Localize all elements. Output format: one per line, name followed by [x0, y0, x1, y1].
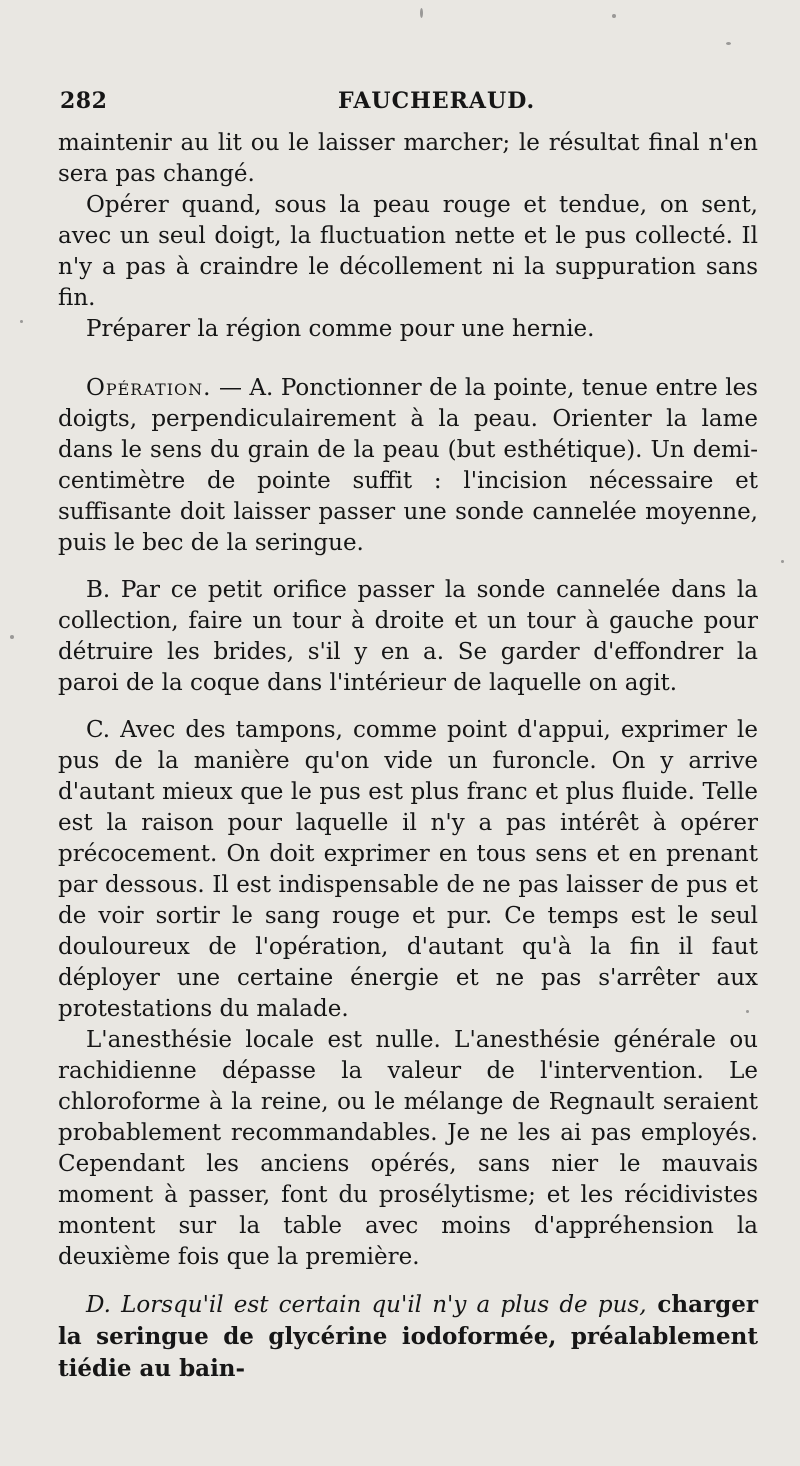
operation-text: — A. Ponctionner de la pointe, tenue entre les doigts, perpendiculairement à la peau. Orienter la lame dans le sens du grain de la peau (but esthétique). Un demi-centimètre de pointe suffit : l'incision nécessaire et suffisante doit laisser passer une sonde cannelée moyenne, puis le bec de la seringue. — [58, 375, 758, 556]
paragraph-d-text: charger la seringue de glycérine iodoformée, préalablement tiédie au bain- — [58, 1291, 758, 1382]
paragraph-1: maintenir au lit ou le laisser marcher; le résultat final n'en sera pas changé. — [58, 130, 758, 187]
scan-speck — [781, 560, 784, 563]
paragraph-anesthesia: L'anesthésie locale est nulle. L'anesthésie générale ou rachidienne dépasse la valeur de l'intervention. Le chloroforme à la reine, ou le mélange de Regnault seraient probablement recommandables. Je ne les ai pas employés. Cependant les anciens opérés, sans nier le mauvais moment à passer, font du prosélytisme; et les récidivistes montent sur la table avec moins d'appréhension la deuxième fois que la première. — [58, 1027, 758, 1270]
paragraph-c: C. Avec des tampons, comme point d'appui, exprimer le pus de la manière qu'on vide un furoncle. On y arrive d'autant mieux que le pus est plus franc et plus fluide. Telle est la raison pour laquelle il n'y a pas intérêt à opérer précocement. On doit exprimer en tous sens et en prenant par dessous. Il est indispensable de ne pas laisser de pus et de voir sortir le sang rouge et pur. Ce temps est le seul douloureux de l'opération, d'autant qu'à la fin il faut déployer une certaine énergie et ne pas s'arrêter aux protestations du malade. — [58, 717, 758, 1022]
paragraph-2: Opérer quand, sous la peau rouge et tendue, on sent, avec un seul doigt, la fluctuation nette et le pus collecté. Il n'y a pas à craindre le décollement ni la suppuration sans fin. — [58, 192, 758, 311]
scan-speck — [10, 635, 14, 639]
running-head: FAUCHERAUD. — [338, 88, 536, 114]
paragraph-d — [58, 1289, 758, 1385]
page-number: 282 — [60, 88, 108, 114]
paragraph-operation — [58, 373, 758, 559]
scan-speck — [612, 14, 616, 18]
book-page — [58, 88, 758, 1385]
page-header — [58, 88, 758, 128]
operation-heading: Opération. — [86, 375, 212, 401]
scan-speck — [20, 320, 23, 323]
scan-speck — [420, 8, 423, 18]
paragraph-d-lead: D. Lorsqu'il est certain qu'il n'y a plus de pus, — [86, 1292, 647, 1318]
paragraph-b: B. Par ce petit orifice passer la sonde cannelée dans la collection, faire un tour à droite et un tour à gauche pour détruire les brides, s'il y en a. Se garder d'effondrer la paroi de la coque dans l'intérieur de laquelle on agit. — [58, 577, 758, 696]
paragraph-3: Préparer la région comme pour une hernie. — [86, 316, 595, 342]
scan-speck — [726, 42, 731, 45]
